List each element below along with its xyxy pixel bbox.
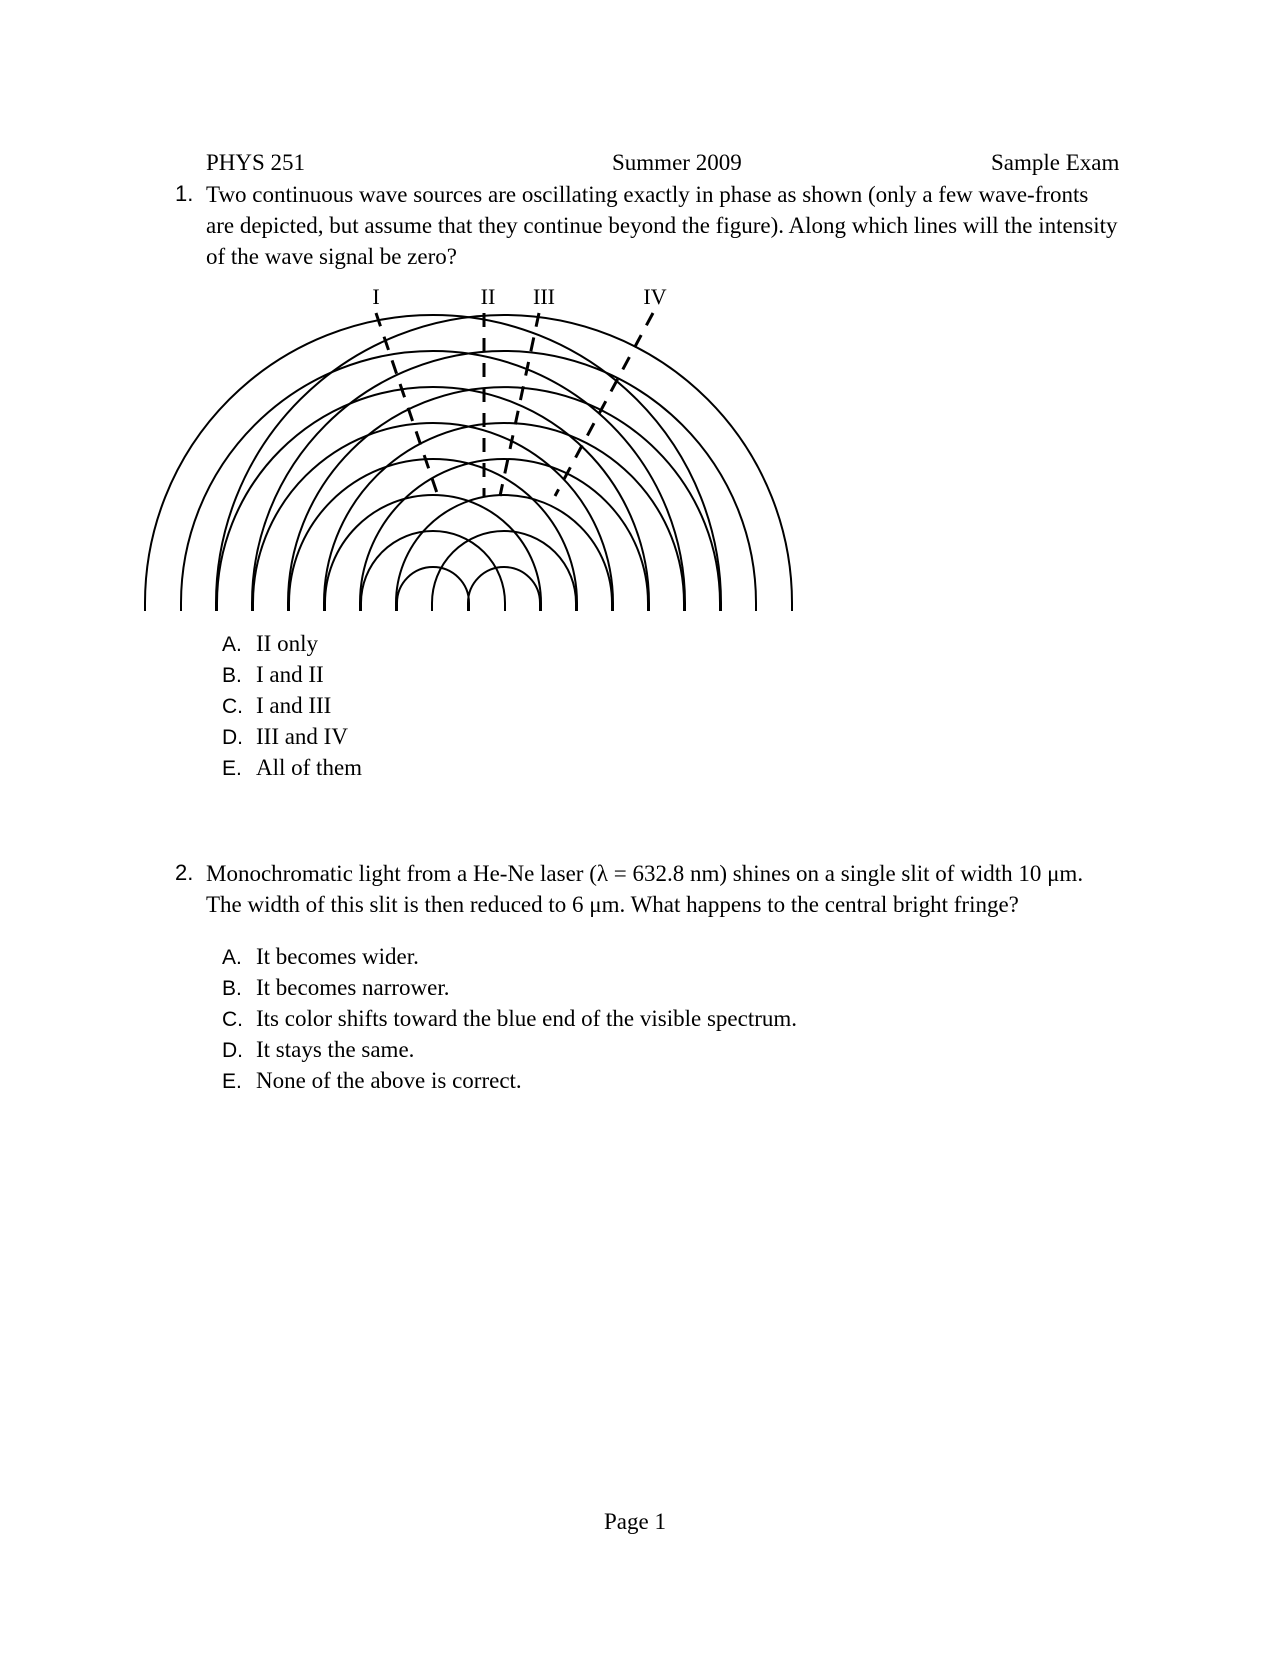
question-1-number: 1. <box>175 181 194 206</box>
q1-option-d-text: III and IV <box>256 724 348 749</box>
question-2-number: 2. <box>175 860 194 885</box>
q2-option-e-letter: E. <box>222 1070 242 1093</box>
q1-option-b[interactable] <box>222 662 324 688</box>
q2-option-b-text: It becomes narrower. <box>256 975 450 1000</box>
interference-figure <box>0 0 1280 640</box>
question-1-line-3: of the wave signal be zero? <box>206 244 457 269</box>
q1-option-a[interactable] <box>222 631 318 657</box>
q2-option-e-text: None of the above is correct. <box>256 1068 522 1093</box>
q2-option-b-letter: B. <box>222 977 242 1000</box>
q2-option-d-text: It stays the same. <box>256 1037 415 1062</box>
q1-option-e-text: All of them <box>256 755 363 780</box>
q1-option-c-text: I and III <box>256 693 332 718</box>
q2-option-a-letter: A. <box>222 946 242 969</box>
q2-option-d[interactable] <box>222 1037 414 1063</box>
page-number: Page 1 <box>604 1509 666 1534</box>
exam-term: Summer 2009 <box>612 150 742 175</box>
line-label-iii: III <box>533 284 555 309</box>
q2-option-a[interactable] <box>222 944 419 970</box>
q2-option-c-letter: C. <box>222 1008 243 1031</box>
q1-option-a-letter: A. <box>222 633 242 656</box>
line-label-i: I <box>372 284 380 309</box>
q1-option-e[interactable] <box>222 755 362 781</box>
line-label-ii: II <box>480 284 496 309</box>
q2-option-e[interactable] <box>222 1068 522 1094</box>
q1-option-e-letter: E. <box>222 757 242 780</box>
question-2-text <box>206 858 1083 920</box>
question-2-line-1: Monochromatic light from a He-Ne laser (λ = 632.8 nm) shines on a single slit of width 10 μm. <box>206 861 1084 886</box>
q1-option-d-letter: D. <box>222 726 243 749</box>
q2-option-c-text: Its color shifts toward the blue end of the visible spectrum. <box>256 1006 798 1031</box>
question-1-line-1: Two continuous wave sources are oscillating exactly in phase as shown (only a few wave-fronts <box>206 182 1089 207</box>
line-label-iv: IV <box>643 284 667 309</box>
q2-option-c[interactable] <box>222 1006 797 1032</box>
nodal-line-iv <box>555 313 653 496</box>
q1-option-b-text: I and II <box>256 662 324 687</box>
course-code: PHYS 251 <box>206 150 306 175</box>
q1-option-b-letter: B. <box>222 664 242 687</box>
q1-option-d[interactable] <box>222 724 348 750</box>
q1-option-c[interactable] <box>222 693 331 719</box>
q1-option-c-letter: C. <box>222 695 243 718</box>
question-2-line-2: The width of this slit is then reduced to 6 μm. What happens to the central bright fringe? <box>206 892 1019 917</box>
q2-option-b[interactable] <box>222 975 450 1001</box>
exam-type: Sample Exam <box>991 150 1120 175</box>
q1-option-a-text: II only <box>256 631 318 656</box>
q2-option-a-text: It becomes wider. <box>256 944 419 969</box>
q2-option-d-letter: D. <box>222 1039 243 1062</box>
question-1-line-2: are depicted, but assume that they continue beyond the figure). Along which lines will the intensity <box>206 213 1118 238</box>
